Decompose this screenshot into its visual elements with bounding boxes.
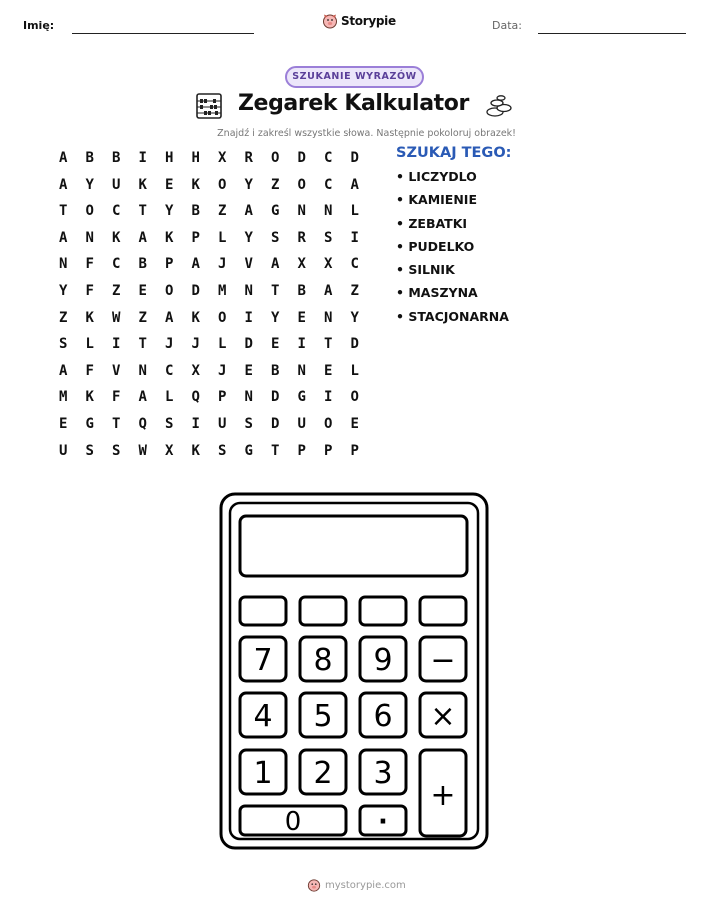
grid-cell: O (271, 150, 280, 166)
grid-cell: D (191, 282, 200, 299)
word-list-item: • SILNIK (396, 262, 455, 278)
word-list-item: • PUDELKO (396, 238, 475, 254)
grid-row (50, 414, 368, 441)
grid-cell: A (350, 176, 359, 193)
grid-cell: V (112, 362, 121, 379)
grid-cell: E (59, 415, 68, 432)
grid-cell: Z (138, 309, 147, 326)
grid-cell: E (165, 176, 174, 193)
grid-cell: A (138, 389, 147, 406)
grid-cell: K (191, 176, 200, 193)
grid-cell: F (112, 389, 121, 406)
grid-cell: Z (350, 282, 359, 299)
grid-cell: C (350, 256, 359, 273)
grid-cell: E (244, 362, 253, 379)
grid-cell: K (165, 229, 174, 246)
grid-cell: I (244, 309, 253, 326)
page-title: Zegarek Kalkulator (238, 91, 469, 116)
grid-cell: S (218, 442, 227, 459)
title-row (195, 91, 515, 123)
grid-cell: O (297, 176, 306, 193)
pig-logo-icon (307, 878, 321, 892)
grid-cell: O (324, 415, 333, 432)
grid-cell: D (271, 389, 280, 406)
grid-cell: S (112, 442, 121, 459)
calculator-key-label: 3 (373, 756, 393, 791)
grid-row (50, 308, 368, 335)
grid-cell: V (244, 256, 253, 273)
grid-cell: Y (85, 176, 94, 193)
grid-cell: B (271, 362, 280, 379)
grid-cell: C (112, 203, 121, 220)
grid-cell: J (165, 336, 174, 353)
calculator-key-label: 5 (313, 699, 333, 734)
grid-cell: I (138, 150, 147, 166)
grid-cell: Y (165, 203, 174, 220)
grid-row (50, 228, 368, 255)
grid-cell: K (85, 309, 94, 326)
decimal-key-label: · (378, 807, 388, 837)
grid-cell: A (165, 309, 174, 326)
grid-row (50, 148, 368, 175)
grid-cell: Z (112, 282, 121, 299)
grid-cell: P (218, 389, 227, 406)
grid-cell: Z (218, 203, 227, 220)
grid-cell: Q (138, 415, 147, 432)
grid-row (50, 441, 368, 468)
grid-cell: L (165, 389, 174, 406)
grid-cell: N (324, 309, 333, 326)
grid-cell: I (297, 336, 306, 353)
grid-cell: D (244, 336, 253, 353)
grid-cell: X (297, 256, 306, 273)
grid-cell: P (165, 256, 174, 273)
word-list-item: • STACJONARNA (396, 308, 509, 324)
grid-cell: B (112, 150, 121, 166)
grid-cell: Y (350, 309, 359, 326)
word-list (396, 145, 511, 332)
grid-cell: A (59, 176, 68, 193)
grid-cell: C (165, 362, 174, 379)
grid-cell: N (324, 203, 333, 220)
grid-cell: K (85, 389, 94, 406)
grid-cell: E (271, 336, 280, 353)
grid-cell: L (85, 336, 94, 353)
abacus-icon (195, 92, 223, 120)
grid-cell: B (138, 256, 147, 273)
pig-logo-icon (322, 13, 338, 29)
grid-cell: A (191, 256, 200, 273)
grid-cell: N (244, 282, 253, 299)
grid-cell: G (85, 415, 94, 432)
grid-cell: T (138, 203, 147, 220)
grid-cell: C (324, 176, 333, 193)
grid-cell: C (112, 256, 121, 273)
grid-cell: K (138, 176, 147, 193)
grid-cell: T (324, 336, 333, 353)
grid-row (50, 334, 368, 361)
grid-cell: O (350, 389, 359, 406)
grid-cell: L (350, 362, 359, 379)
grid-cell: F (85, 256, 94, 273)
grid-cell: X (324, 256, 333, 273)
grid-cell: N (297, 362, 306, 379)
brand-name: Storypie (341, 14, 396, 28)
calculator-illustration (218, 491, 490, 851)
grid-cell: J (191, 336, 200, 353)
name-label: Imię: (23, 19, 55, 32)
grid-cell: G (297, 389, 306, 406)
grid-cell: L (218, 229, 227, 246)
footer (307, 878, 406, 892)
grid-cell: S (59, 336, 68, 353)
grid-cell: D (297, 150, 306, 166)
grid-cell: B (297, 282, 306, 299)
grid-cell: M (59, 389, 68, 406)
grid-cell: R (244, 150, 253, 166)
grid-cell: O (85, 203, 94, 220)
grid-cell: Z (271, 176, 280, 193)
word-list-title: SZUKAJ TEGO: (396, 145, 512, 161)
grid-cell: E (297, 309, 306, 326)
blank-key (360, 597, 406, 625)
grid-cell: F (85, 282, 94, 299)
grid-cell: X (218, 150, 227, 166)
grid-cell: A (271, 256, 280, 273)
grid-cell: R (297, 229, 306, 246)
grid-row (50, 281, 368, 308)
calculator-display (240, 516, 467, 576)
grid-cell: I (112, 336, 121, 353)
grid-cell: I (350, 229, 359, 246)
calculator-key-label: + (430, 778, 456, 813)
category-badge: SZUKANIE WYRAZÓW (285, 66, 424, 88)
name-line (72, 33, 254, 34)
grid-row (50, 361, 368, 388)
grid-cell: S (244, 415, 253, 432)
grid-cell: L (350, 203, 359, 220)
grid-cell: N (297, 203, 306, 220)
grid-cell: T (138, 336, 147, 353)
calculator-key-label: − (430, 643, 456, 678)
grid-cell: T (271, 442, 280, 459)
grid-cell: T (112, 415, 121, 432)
calculator-key-label: 7 (253, 643, 273, 678)
grid-cell: J (218, 256, 227, 273)
grid-cell: A (244, 203, 253, 220)
letter-grid (50, 148, 368, 467)
grid-cell: B (85, 150, 94, 166)
grid-row (50, 254, 368, 281)
grid-cell: H (165, 150, 174, 166)
grid-cell: L (218, 336, 227, 353)
blank-key (240, 597, 286, 625)
grid-row (50, 175, 368, 202)
grid-cell: N (85, 229, 94, 246)
grid-cell: S (85, 442, 94, 459)
grid-cell: D (350, 336, 359, 353)
blank-key (300, 597, 346, 625)
grid-cell: E (324, 362, 333, 379)
grid-cell: I (191, 415, 200, 432)
grid-cell: A (59, 362, 68, 379)
blank-key (420, 597, 466, 625)
grid-cell: Y (244, 229, 253, 246)
grid-cell: N (59, 256, 68, 273)
word-list-item: • LICZYDLO (396, 169, 477, 184)
grid-cell: W (138, 442, 147, 459)
word-list-item: • MASZYNA (396, 285, 478, 301)
grid-row (50, 387, 368, 414)
zero-key-label: 0 (284, 807, 302, 837)
grid-cell: G (271, 203, 280, 220)
grid-cell: I (324, 389, 333, 406)
calculator-key-label: 8 (313, 643, 333, 678)
grid-cell: M (218, 282, 227, 299)
instructions: Znajdź i zakreśl wszystkie słowa. Następnie pokoloruj obrazek! (217, 128, 516, 139)
grid-cell: K (191, 442, 200, 459)
coins-icon (484, 93, 514, 119)
grid-cell: E (138, 282, 147, 299)
grid-cell: Y (59, 282, 68, 299)
grid-cell: D (271, 415, 280, 432)
grid-cell: A (59, 150, 68, 166)
grid-cell: P (191, 229, 200, 246)
grid-cell: U (297, 415, 306, 432)
grid-cell: U (59, 442, 68, 459)
grid-cell: G (244, 442, 253, 459)
calculator-key-label: 6 (373, 699, 393, 734)
grid-cell: Z (59, 309, 68, 326)
grid-cell: N (138, 362, 147, 379)
calculator-key-label: × (430, 699, 456, 734)
grid-cell: F (85, 362, 94, 379)
calculator-key-label: 1 (253, 756, 273, 791)
grid-cell: Y (244, 176, 253, 193)
grid-cell: P (324, 442, 333, 459)
grid-cell: T (59, 203, 68, 220)
grid-cell: U (112, 176, 121, 193)
grid-cell: S (324, 229, 333, 246)
word-list-item: • ZEBATKI (396, 215, 468, 231)
date-label: Data: (492, 19, 522, 32)
grid-cell: B (191, 203, 200, 220)
grid-cell: O (218, 309, 227, 326)
grid-cell: P (297, 442, 306, 459)
grid-cell: A (59, 229, 68, 246)
grid-cell: E (350, 415, 359, 432)
grid-cell: A (324, 282, 333, 299)
grid-cell: U (218, 415, 227, 432)
grid-cell: X (165, 442, 174, 459)
calculator-key-label: 2 (313, 756, 333, 791)
grid-cell: Y (271, 309, 280, 326)
grid-cell: A (138, 229, 147, 246)
footer-url: mystorypie.com (325, 879, 406, 891)
grid-cell: X (191, 362, 200, 379)
grid-cell: J (218, 362, 227, 379)
grid-cell: Q (191, 389, 200, 406)
grid-cell: O (165, 282, 174, 299)
date-line (538, 33, 686, 34)
grid-cell: P (350, 442, 359, 459)
word-list-item: • KAMIENIE (396, 192, 477, 208)
grid-cell: O (218, 176, 227, 193)
grid-cell: C (324, 150, 333, 166)
grid-cell: S (271, 229, 280, 246)
grid-cell: W (112, 309, 121, 326)
grid-cell: S (165, 415, 174, 432)
calculator-key-label: 4 (253, 699, 273, 734)
grid-cell: N (244, 389, 253, 406)
grid-cell: K (112, 229, 121, 246)
grid-cell: H (191, 150, 200, 166)
calculator-key-label: 9 (373, 643, 393, 678)
grid-cell: T (271, 282, 280, 299)
grid-cell: D (350, 150, 359, 166)
grid-row (50, 201, 368, 228)
grid-cell: K (191, 309, 200, 326)
brand-logo (322, 13, 396, 29)
